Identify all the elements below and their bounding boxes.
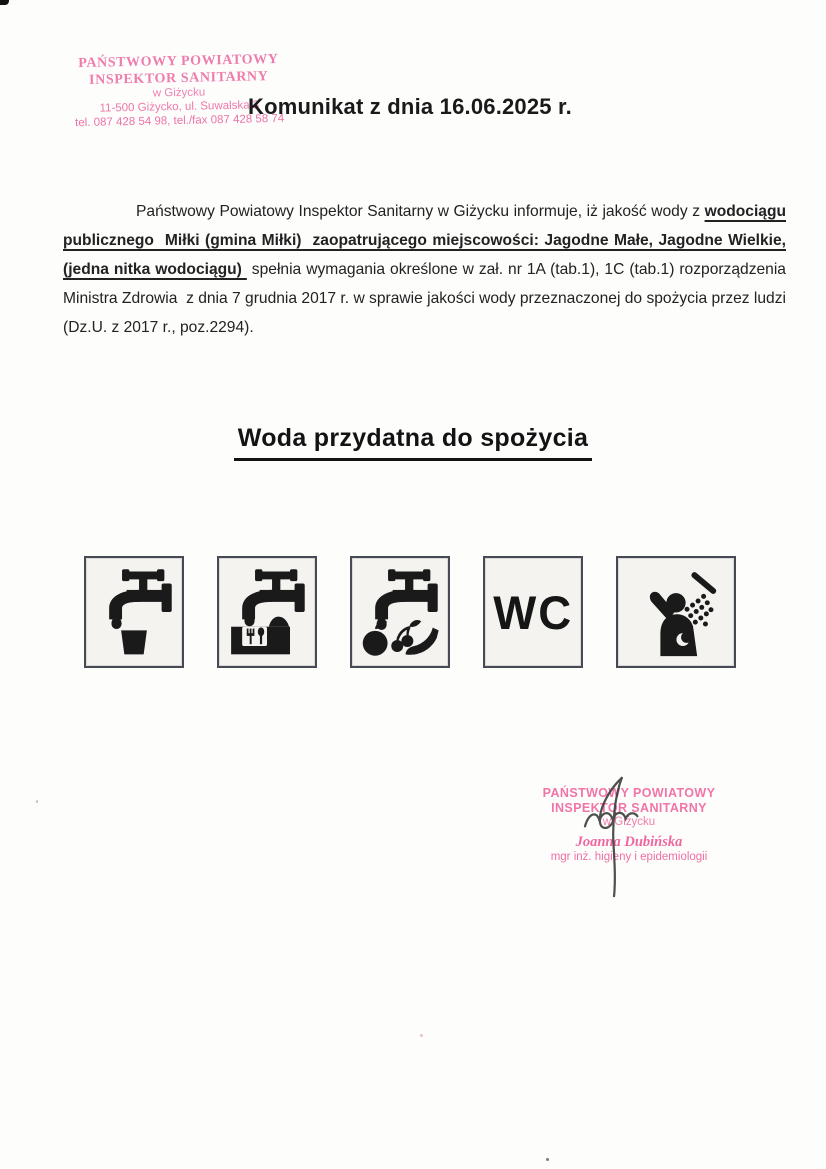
stamp-office-name-line2: INSPEKTOR SANITARNY <box>88 69 269 88</box>
footer-stamp-office-line2: INSPEKTOR SANITARNY <box>551 801 707 815</box>
tap-cutlery-icon <box>221 561 313 663</box>
stamp-office-name-line1: PAŃSTWOWY POWIATOWY <box>78 51 279 72</box>
paragraph-rest: spełnia wymagania określone w zał. nr 1A (tab.1), 1C (tab.1) rozporządzenia Ministra Zdrowia z dnia 7 grudnia 2017 r. w sprawie jakości wody przeznaczonej do spożycia przez ludzi (Dz.U. z 2017 r., poz.2294). <box>63 261 786 336</box>
signer-credentials: mgr inż. higieny i epidemiologii <box>550 851 708 863</box>
handwritten-signature <box>566 774 666 900</box>
pictogram-wc <box>483 556 583 668</box>
tap-fruit-icon <box>354 561 446 663</box>
pictogram-drinking-water <box>84 556 184 668</box>
supplied-localities-bold: zaopatrującego miejscowości: Jagodne Małe, Jagodne Wielkie, (jedna nitka wodociągu) <box>63 232 786 278</box>
communique-paragraph <box>63 197 786 342</box>
footer-stamp-office-line1: PAŃSTWOWY POWIATOWY <box>542 786 716 800</box>
verdict-heading-wrap <box>0 424 826 461</box>
scan-speck <box>420 1034 423 1037</box>
shower-person-icon <box>630 561 722 663</box>
pictogram-washing-food <box>350 556 450 668</box>
scan-speck <box>36 800 38 803</box>
pictogram-row <box>84 556 736 668</box>
paragraph-intro: Państwowy Powiatowy Inspektor Sanitarny w Giżycku informuje, iż jakość wody z <box>136 203 705 220</box>
footer-stamp-city-line: w Giżycku <box>602 816 656 828</box>
stamp-city-line: w Giżycku <box>152 86 206 100</box>
communique-title: Komunikat z dnia 16.06.2025 r. <box>248 94 572 119</box>
signer-name: Joanna Dubińska <box>575 834 683 850</box>
water-supply-name-bold: wodociągu publicznego Miłki (gmina Miłki) <box>63 203 786 249</box>
scan-speck <box>546 1158 549 1161</box>
pictogram-washing-dishes <box>217 556 317 668</box>
water-suitability-heading: Woda przydatna do spożycia <box>234 424 592 461</box>
wc-label: WC <box>493 585 573 639</box>
stamp-phone-line: tel. 087 428 54 98, tel./fax 087 428 58 74 <box>74 112 285 130</box>
scan-corner-artifact <box>0 0 9 5</box>
bold-gap <box>302 232 313 249</box>
tap-glass-icon <box>88 561 180 663</box>
stamp-address-line: 11-500 Giżycko, ul. Suwalska 3 <box>99 99 260 115</box>
pictogram-showering <box>616 556 736 668</box>
